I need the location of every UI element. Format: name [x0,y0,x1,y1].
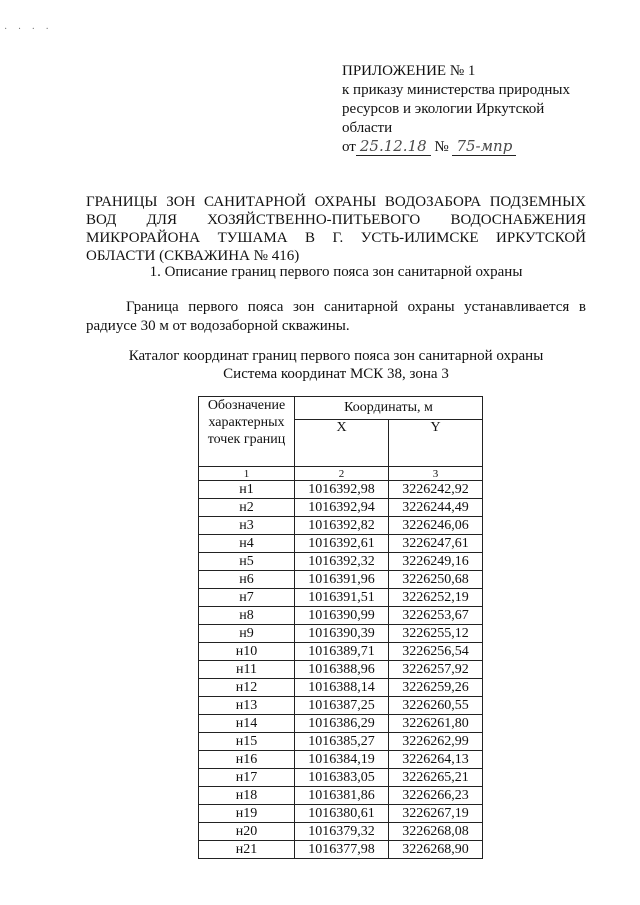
cell-point: н17 [199,769,295,787]
cell-x: 1016392,82 [295,517,389,535]
scan-corner-mark: · · · · [4,24,53,35]
cell-point: н20 [199,823,295,841]
cell-x: 1016390,39 [295,625,389,643]
cell-x: 1016392,94 [295,499,389,517]
cell-point: н18 [199,787,295,805]
document-title: ГРАНИЦЫ ЗОН САНИТАРНОЙ ОХРАНЫ ВОДОЗАБОРА ПОДЗЕМНЫХ ВОД ДЛЯ ХОЗЯЙСТВЕННО-ПИТЬЕВОГО ВОДОСНАБЖЕНИЯ МИКРОРАЙОНА ТУШАМА В Г. УСТЬ-ИЛИМСКЕ ИРКУТСКОЙ ОБЛАСТИ (СКВАЖИНА № 416) [86,194,586,264]
cell-y: 3226244,49 [389,499,483,517]
table-row [199,679,483,697]
section-heading: 1. Описание границ первого пояса зон санитарной охраны [149,264,523,280]
cell-point: н14 [199,715,295,733]
catalog-caption-line-2: Система координат МСК 38, зона 3 [223,366,449,382]
cell-point: н12 [199,679,295,697]
appendix-line-3: области [342,120,393,136]
cell-x: 1016384,19 [295,751,389,769]
table-row [199,769,483,787]
table-row [199,589,483,607]
cell-y: 3226249,16 [389,553,483,571]
cell-point: н21 [199,841,295,859]
date-prefix: от [342,139,356,155]
cell-y: 3226264,13 [389,751,483,769]
table-row [199,553,483,571]
cell-x: 1016388,96 [295,661,389,679]
cell-y: 3226259,26 [389,679,483,697]
cell-point: н13 [199,697,295,715]
table-row [199,517,483,535]
cell-x: 1016386,29 [295,715,389,733]
cell-x: 1016388,14 [295,679,389,697]
cell-x: 1016390,99 [295,607,389,625]
cell-y: 3226265,21 [389,769,483,787]
cell-y: 3226253,67 [389,607,483,625]
cell-point: н10 [199,643,295,661]
cell-point: н8 [199,607,295,625]
table-row [199,697,483,715]
cell-y: 3226255,12 [389,625,483,643]
cell-x: 1016385,27 [295,733,389,751]
cell-y: 3226250,68 [389,571,483,589]
description-paragraph: Граница первого пояса зон санитарной охраны устанавливается в радиусе 30 м от водозаборной скважины. [86,299,586,334]
cell-y: 3226268,08 [389,823,483,841]
cell-x: 1016381,86 [295,787,389,805]
table-row [199,607,483,625]
table-row [199,841,483,859]
cell-point: н11 [199,661,295,679]
cell-point: н19 [199,805,295,823]
cell-y: 3226260,55 [389,697,483,715]
handwritten-number: 75-мпр [456,137,513,155]
appendix-line-1: к приказу министерства природных [342,82,570,98]
cell-point: н3 [199,517,295,535]
appendix-title: ПРИЛОЖЕНИЕ № 1 [342,63,476,79]
cell-x: 1016392,61 [295,535,389,553]
cell-x: 1016392,32 [295,553,389,571]
col-number-2: 2 [295,467,389,481]
coordinates-table [198,396,483,859]
table-row [199,535,483,553]
cell-point: н7 [199,589,295,607]
col-number-3: 3 [389,467,483,481]
table-row [199,805,483,823]
col-number-1: 1 [199,467,295,481]
cell-y: 3226267,19 [389,805,483,823]
number-prefix: № [434,139,449,155]
cell-point: н2 [199,499,295,517]
cell-y: 3226268,90 [389,841,483,859]
catalog-caption-line-1: Каталог координат границ первого пояса зон санитарной охраны [128,348,544,364]
cell-x: 1016391,51 [295,589,389,607]
cell-point: н1 [199,481,295,499]
table-row [199,481,483,499]
appendix-date-line [342,138,602,157]
table-body [199,481,483,859]
cell-x: 1016392,98 [295,481,389,499]
table-row [199,571,483,589]
table-row [199,787,483,805]
table-row [199,823,483,841]
cell-y: 3226252,19 [389,589,483,607]
cell-y: 3226257,92 [389,661,483,679]
catalog-caption [86,347,586,383]
cell-y: 3226261,80 [389,715,483,733]
cell-point: н6 [199,571,295,589]
appendix-line-2: ресурсов и экологии Иркутской [342,101,545,117]
table-row [199,499,483,517]
cell-x: 1016391,96 [295,571,389,589]
cell-y: 3226242,92 [389,481,483,499]
cell-point: н5 [199,553,295,571]
header-coordinates: Координаты, м [295,397,483,420]
cell-y: 3226247,61 [389,535,483,553]
table-row [199,751,483,769]
table-row [199,733,483,751]
cell-y: 3226266,23 [389,787,483,805]
cell-point: н9 [199,625,295,643]
cell-point: н16 [199,751,295,769]
header-x: X [295,420,389,467]
cell-y: 3226256,54 [389,643,483,661]
cell-x: 1016389,71 [295,643,389,661]
header-point: Обозначение характерных точек границ [199,397,295,467]
header-y: Y [389,420,483,467]
cell-x: 1016387,25 [295,697,389,715]
handwritten-date: 25.12.18 [359,137,427,155]
cell-x: 1016377,98 [295,841,389,859]
appendix-block [342,62,602,157]
cell-y: 3226246,06 [389,517,483,535]
cell-x: 1016383,05 [295,769,389,787]
cell-point: н15 [199,733,295,751]
table-row [199,625,483,643]
table-row [199,643,483,661]
cell-x: 1016379,32 [295,823,389,841]
cell-y: 3226262,99 [389,733,483,751]
table-row [199,715,483,733]
table-row [199,661,483,679]
cell-point: н4 [199,535,295,553]
cell-x: 1016380,61 [295,805,389,823]
